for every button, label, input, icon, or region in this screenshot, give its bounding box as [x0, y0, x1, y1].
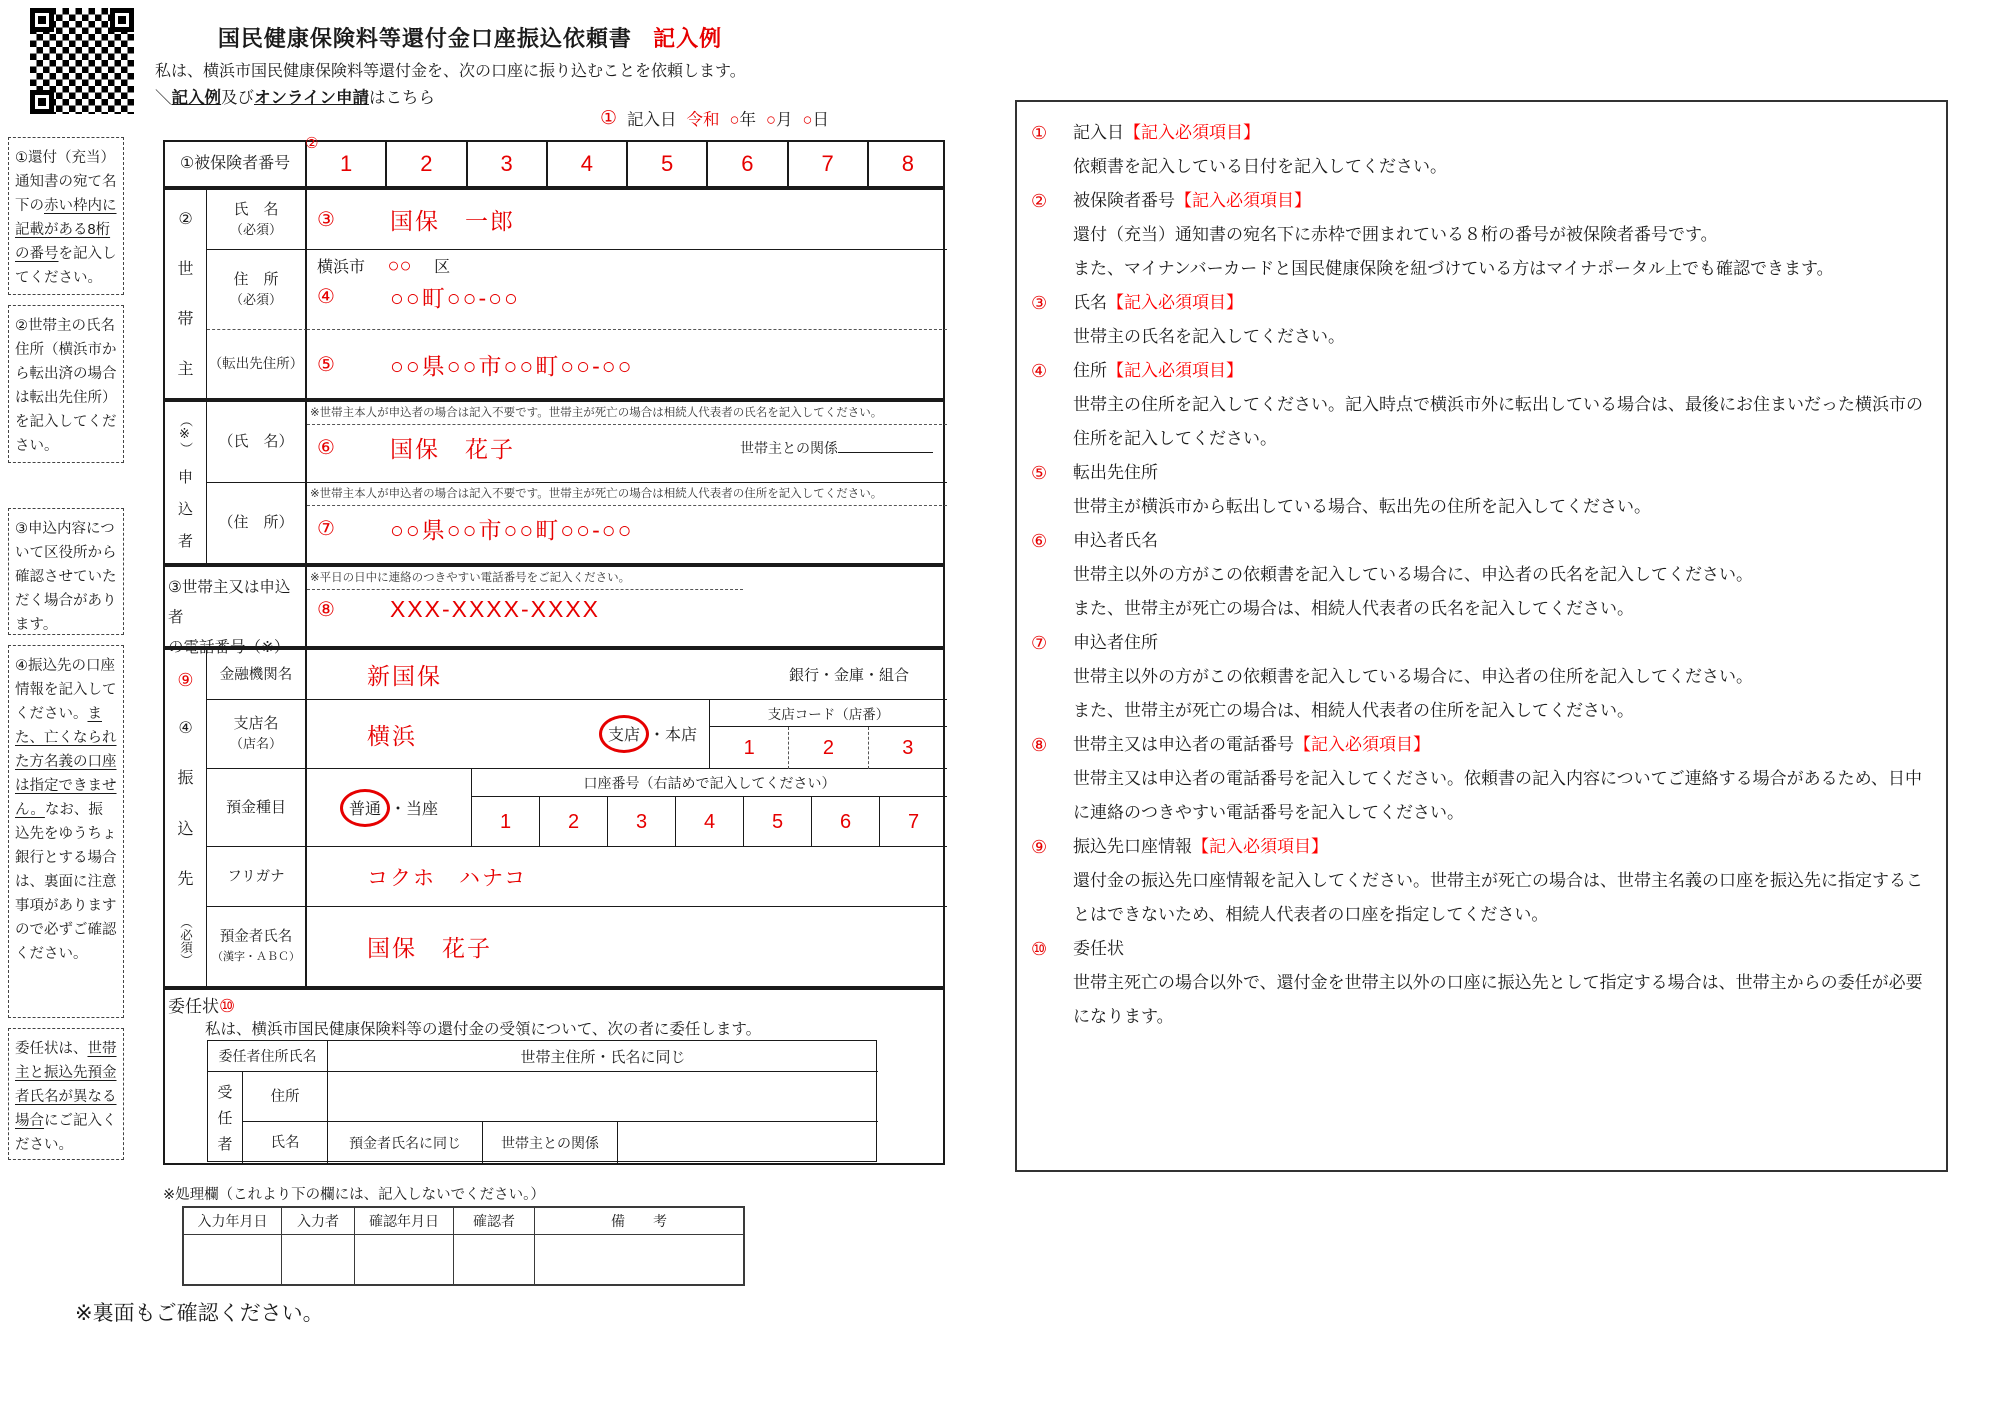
instruction-item-2: ② 被保険者番号【記入必須項目】 還付（充当）通知書の宛名下に赤枠で囲まれている８桁の番号が被保険者番号です。 また、マイナンバーカードと国民健康保険を紐づけている方はマイナポータル上でも確認できます。 — [1031, 184, 1946, 286]
marker-3-icon: ③ — [317, 209, 335, 231]
institution-value: 新国保 — [367, 663, 442, 689]
branch-code-header: 支店コード（店番） — [710, 700, 947, 727]
householder-name-value: 国保 一郎 — [389, 208, 515, 234]
digit-cell: 4 — [546, 142, 626, 186]
account-number-cells — [472, 797, 947, 847]
instructions-panel — [1015, 100, 1948, 1172]
applicant-name-field — [307, 402, 947, 483]
circled-5-icon: ⑤ — [1031, 463, 1048, 483]
main-form — [163, 135, 945, 1300]
digit-cell: 7 — [879, 797, 947, 847]
digit-cell: 1 — [340, 151, 353, 176]
grantor-label: 委任者住所氏名 — [208, 1041, 328, 1072]
moveout-address-label: （転出先住所） — [207, 329, 307, 398]
required-tag: 【記入必須項目】 — [1175, 191, 1311, 210]
digit-cell: 5 — [626, 142, 706, 186]
instruction-item-9: ⑨ 振込先口座情報【記入必須項目】 還付金の振込先口座情報を記入してください。世帯主が死亡の場合は、世帯主名義の口座を振込先に指定することはできないため、相続人代表者の口座を指定してください。 — [1031, 830, 1946, 932]
branch-code-block — [710, 700, 947, 769]
householder-address-value: ○○町○○-○○ — [389, 285, 520, 311]
phone-row — [163, 565, 945, 656]
householder-address-label: 住 所 （必須） — [207, 250, 307, 329]
grantee-relation-field — [618, 1122, 878, 1163]
digit-cell: 5 — [743, 797, 811, 847]
phone-note: ※平日の日中に連絡のつきやすい電話番号をご記入ください。 — [307, 567, 743, 590]
circled-4-icon: ④ — [1031, 361, 1048, 381]
account-number-block — [472, 769, 947, 847]
backside-note: ※裏面もご確認ください。 — [75, 1302, 324, 1325]
sidebar-note-householder: ②世帯主の氏名住所（横浜市から転出済の場合は転出先住所）を記入してください。 — [8, 305, 124, 463]
account-holder-field — [307, 907, 947, 986]
required-tag: 【記入必須項目】 — [1107, 361, 1243, 380]
account-holder-label: 預金者氏名 （漢字・ＡＢＣ） — [207, 907, 307, 986]
digit-cell: 8 — [867, 142, 947, 186]
declaration-sentence: 私は、横浜市国民健康保険料等還付金を、次の口座に振り込むことを依頼します。 — [155, 63, 746, 80]
householder-name-label: 氏 名 （必須） — [207, 190, 307, 250]
phone-label: ③世帯主又は申込者 の電話番号（※） — [165, 567, 307, 646]
marker-9-icon: ⑨ — [177, 669, 194, 690]
applicant-address-label: （住 所） — [207, 483, 307, 563]
poa-table — [207, 1040, 877, 1162]
day-field: ○日 — [802, 111, 829, 129]
relation-blank-line — [838, 437, 933, 453]
grantee-address-field — [328, 1072, 878, 1122]
grantor-value: 世帯主住所・氏名に同じ — [328, 1041, 878, 1072]
furigana-label: フリガナ — [207, 847, 307, 907]
page-title-line — [150, 22, 790, 53]
circled-6-icon: ⑥ — [1031, 531, 1048, 551]
sidebar-note-insured-number: ①還付（充当）通知書の宛て名下の赤い枠内に記載がある8桁の番号を記入してください。 — [8, 137, 124, 295]
circled-2-icon: ② — [1031, 191, 1048, 211]
required-tag: 【記入必須項目】 — [1294, 735, 1430, 754]
marker-7-icon: ⑦ — [317, 518, 335, 540]
poa-sentence: 私は、横浜市国民健康保険料等の還付金の受領について、次の者に委任します。 — [205, 1021, 762, 1038]
digit-cell: 2 — [385, 142, 465, 186]
moveout-address-field — [307, 329, 947, 398]
link-online-apply[interactable]: オンライン申請 — [254, 89, 370, 107]
digit-cell: 2 — [788, 727, 867, 769]
circled-9-icon: ⑨ — [1031, 837, 1048, 857]
moveout-address-value: ○○県○○市○○町○○-○○ — [389, 352, 634, 379]
account-holder-value: 国保 花子 — [367, 935, 492, 961]
digit-cell: 3 — [466, 142, 546, 186]
digit-cell: 6 — [811, 797, 879, 847]
applicant-address-value: ○○県○○市○○町○○-○○ — [389, 517, 634, 543]
grantee-address-label: 住所 — [243, 1072, 328, 1122]
circled-8-icon: ⑧ — [1031, 735, 1048, 755]
example-online-link[interactable] — [155, 84, 435, 108]
digit-cell: 7 — [787, 142, 867, 186]
furigana-value: コクホ ハナコ — [367, 866, 528, 890]
address-city-line: 横浜市 ○○ 区 — [317, 255, 451, 277]
entry-date-line — [600, 106, 945, 130]
grantee-name-label: 氏名 — [243, 1122, 328, 1163]
instruction-item-1: ① 記入日【記入必須項目】 依頼書を記入している日付を記入してください。 — [1031, 116, 1946, 184]
marker-10-icon: ⑩ — [219, 996, 236, 1016]
qr-finder-icon — [30, 8, 54, 32]
arrow-to-qr-icon: ＼ — [155, 89, 172, 107]
qr-finder-icon — [110, 8, 134, 32]
grantee-name-value: 預金者氏名に同じ — [328, 1122, 483, 1163]
householder-name-field — [307, 190, 947, 250]
circled-3-icon: ③ — [1031, 293, 1048, 313]
account-type-field: 普通 ・ 当座 — [307, 769, 472, 847]
institution-label: 金融機関名 — [207, 650, 307, 700]
circled-account-type-choice: 普通 — [340, 789, 390, 827]
sidebar-note-poa: 委任状は、世帯主と振込先預金者氏名が異なる場合にご記入ください。 — [8, 1028, 124, 1160]
circled-7-icon: ⑦ — [1031, 633, 1048, 653]
digit-cell: 1 — [499, 810, 512, 833]
entry-date-label: 記入日 — [627, 111, 677, 129]
poa-title: 委任状⑩ — [168, 996, 236, 1016]
grantee-side-label: 受 任 者 — [208, 1072, 243, 1163]
applicant-name-note: ※世帯主本人が申込者の場合は記入不要です。世帯主が死亡の場合は相続人代表者の氏名を記入してください。 — [307, 402, 947, 425]
circled-1-icon: ① — [1031, 123, 1048, 143]
circled-branch-choice: 支店 — [599, 715, 649, 753]
qr-finder-icon — [30, 90, 54, 114]
insured-number-row — [163, 135, 945, 188]
applicant-name-value: 国保 花子 — [389, 436, 515, 462]
col-input-date: 入力年月日 — [184, 1208, 282, 1234]
title-example-badge: 記入例 — [653, 26, 723, 51]
qr-code — [30, 8, 134, 114]
marker-2-icon: ② — [305, 135, 319, 152]
required-tag: 【記入必須項目】 — [1124, 123, 1260, 142]
phone-field — [307, 567, 947, 646]
bank-side-label: ⑨ ④ 振 込 先 （必須） — [165, 650, 207, 986]
circled-10-icon: ⑩ — [1031, 939, 1048, 959]
processing-table — [182, 1206, 745, 1286]
householder-address-field — [307, 250, 947, 329]
col-confirm-by: 確認者 — [454, 1208, 535, 1234]
link-text: 及び — [221, 89, 254, 107]
instruction-item-7: ⑦ 申込者住所 世帯主以外の方がこの依頼書を記入している場合に、申込者の住所を記入してください。 また、世帯主が死亡の場合は、相続人代表者の住所を記入してください。 — [1031, 626, 1946, 728]
furigana-field — [307, 847, 947, 907]
marker-6-icon: ⑥ — [317, 437, 335, 459]
insured-number-label: ①被保険者番号 — [165, 142, 307, 186]
applicant-address-note: ※世帯主本人が申込者の場合は記入不要です。世帯主が死亡の場合は相続人代表者の住所を記入してください。 — [307, 483, 947, 506]
marker-1-icon: ① — [600, 107, 618, 129]
relation-to-householder: 世帯主との関係 — [740, 437, 933, 458]
branch-field — [307, 700, 710, 769]
page-title: 国民健康保険料等還付金口座振込依頼書 — [217, 26, 632, 51]
marker-5-icon: ⑤ — [317, 353, 335, 376]
processing-note: ※処理欄（これより下の欄には、記入しないでください。） — [163, 1187, 545, 1203]
instruction-item-6: ⑥ 申込者氏名 世帯主以外の方がこの依頼書を記入している場合に、申込者の氏名を記入してください。 また、世帯主が死亡の場合は、相続人代表者の氏名を記入してください。 — [1031, 524, 1946, 626]
branch-code-cells — [710, 727, 947, 769]
sidebar-note-confirmation: ③申込内容について区役所から確認させていただく場合があります。 — [8, 508, 124, 635]
marker-8-icon: ⑧ — [317, 599, 335, 621]
branch-label: 支店名 （店名） — [207, 700, 307, 769]
digit-cell: 1 — [743, 736, 755, 759]
branch-value: 横浜 — [367, 722, 417, 749]
sidebar-note-bank-account: ④振込先の口座情報を記入してください。また、亡くなられた方名義の口座は指定できません。なお、振込先をゆうちょ銀行とする場合は、裏面に注意事項がありますので必ずご確認ください。 — [8, 645, 124, 1018]
required-tag: 【記入必須項目】 — [1107, 293, 1243, 312]
account-number-header: 口座番号（右詰めで記入してください） — [472, 769, 947, 797]
applicant-name-label: （氏 名） — [207, 402, 307, 483]
bank-section — [163, 648, 945, 988]
instruction-item-3: ③ 氏名【記入必須項目】 世帯主の氏名を記入してください。 — [1031, 286, 1946, 354]
applicant-section — [163, 400, 945, 565]
insured-number-cells — [307, 142, 947, 186]
account-type-label: 預金種目 — [207, 769, 307, 847]
month-field: ○月 — [766, 111, 793, 129]
col-remarks: 備 考 — [611, 1213, 667, 1229]
digit-cell: 6 — [706, 142, 786, 186]
phone-value: XXX-XXXX-XXXX — [389, 596, 601, 622]
required-tag: 【記入必須項目】 — [1192, 837, 1328, 856]
instruction-item-8: ⑧ 世帯主又は申込者の電話番号【記入必須項目】 世帯主又は申込者の電話番号を記入してください。依頼書の記入内容についてご連絡する場合があるため、日中に連絡のつきやすい電話番号を記入してください。 — [1031, 728, 1946, 830]
householder-section — [163, 188, 945, 400]
col-confirm-date: 確認年月日 — [355, 1208, 454, 1234]
processing-table-empty-row — [184, 1235, 743, 1286]
applicant-address-field — [307, 483, 947, 563]
digit-cell: 3 — [868, 727, 947, 769]
year-field: ○年 — [729, 111, 757, 129]
instruction-item-10: ⑩ 委任状 世帯主死亡の場合以外で、還付金を世帯主以外の口座に振込先として指定する場合は、世帯主からの委任が必要になります。 — [1031, 932, 1946, 1034]
col-input-by: 入力者 — [282, 1208, 355, 1234]
poa-section — [163, 988, 945, 1165]
digit-cell: 3 — [607, 797, 675, 847]
instruction-item-5: ⑤ 転出先住所 世帯主が横浜市から転出している場合、転出先の住所を記入してください。 — [1031, 456, 1946, 524]
era-label: 令和 — [686, 111, 720, 129]
householder-side-label: ② 世 帯 主 — [165, 190, 207, 398]
digit-cell: 4 — [675, 797, 743, 847]
link-example[interactable]: 記入例 — [171, 89, 221, 107]
institution-field — [307, 650, 947, 700]
institution-type-options: 銀行・金庫・組合 — [788, 667, 909, 684]
processing-table-header — [184, 1208, 743, 1235]
applicant-side-label: （※） 申 込 者 — [165, 402, 207, 563]
instruction-item-4: ④ 住所【記入必須項目】 世帯主の住所を記入してください。記入時点で横浜市外に転出している場合は、最後にお住まいだった横浜市の住所を記入してください。 — [1031, 354, 1946, 456]
link-text: はこちら — [369, 89, 436, 107]
marker-4-icon: ④ — [317, 286, 335, 308]
grantee-relation-label: 世帯主との関係 — [483, 1122, 618, 1163]
branch-type-options: 支店 ・本店 — [599, 715, 697, 753]
digit-cell: 2 — [539, 797, 607, 847]
